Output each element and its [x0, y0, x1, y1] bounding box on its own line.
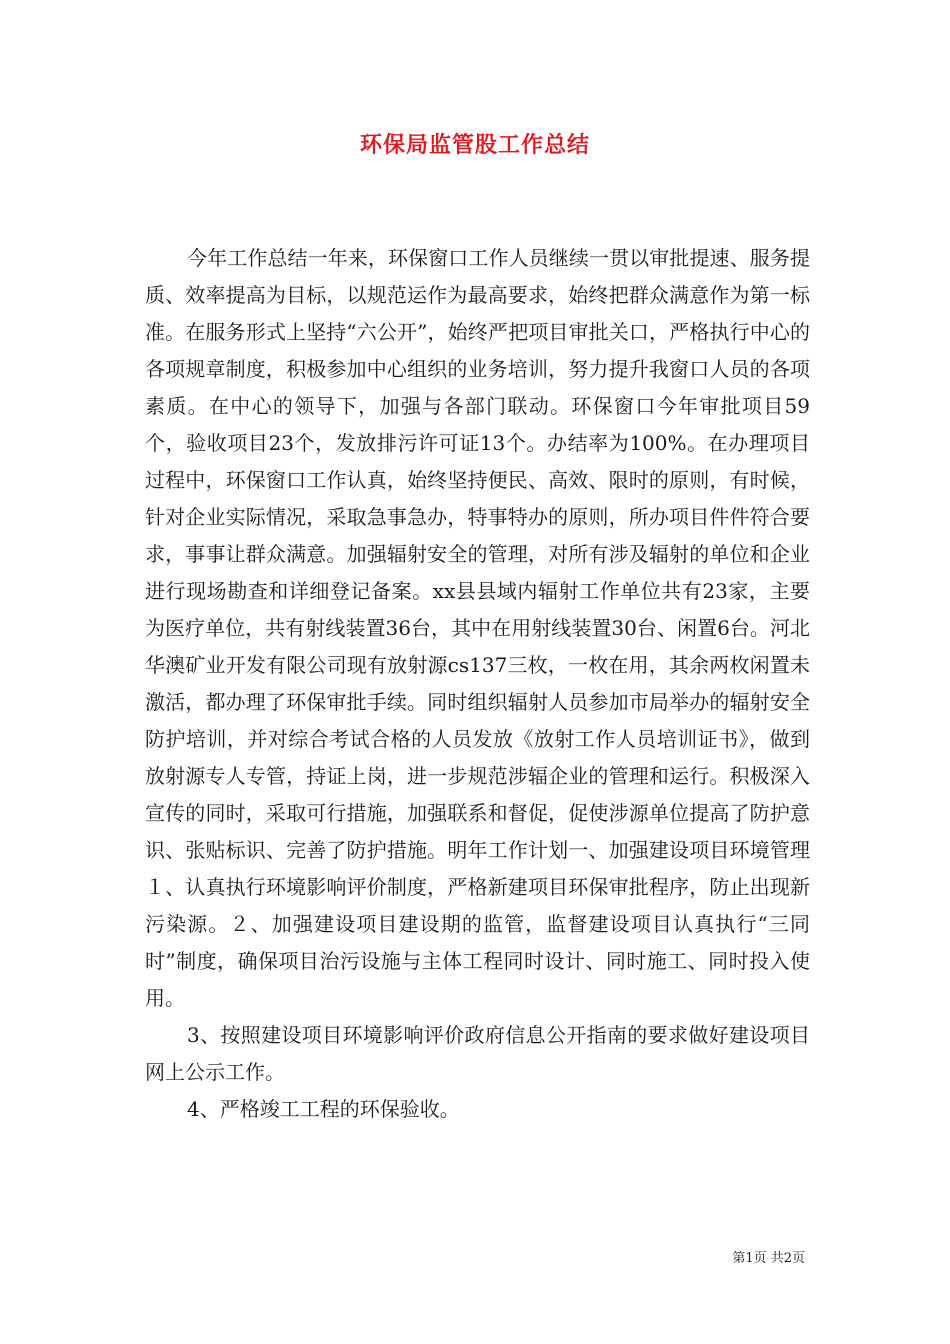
- document-title: 环保局监管股工作总结: [359, 133, 590, 158]
- paragraph-3: 4、严格竣工工程的环保验收。: [187, 1097, 460, 1121]
- paragraph-2: 3、按照建设项目环境影响评价政府信息公开指南的要求做好建设项目网上公示工作。: [145, 1023, 810, 1084]
- paragraph-1: 今年工作总结一年来，环保窗口工作人员继续一贯以审批提速、服务提质、效率提高为目标，以规范运作为最高要求，始终把群众满意作为第一标准。在服务形式上坚持“六公开”，始终严把项目审批关口，严格执行中心的各项规章制度，积极参加中心组织的业务培训，努力提升我窗口人员的各项素质。在中心的领导下，加强与各部门联动。环保窗口今年审批项目59个，验收项目23个，发放排污许可证13个。办结率为100%。在办理项目过程中，环保窗口工作认真，始终坚持便民、高效、限时的原则，有时候，针对企业实际情况，采取急事急办，特事特办的原则，所办项目件件符合要求，事事让群众满意。加强辐射安全的管理，对所有涉及辐射的单位和企业进行现场勘查和详细登记备案。xx县县域内辐射工作单位共有23家，主要为医疗单位，共有射线装置36台，其中在用射线装置30台、闲置6台。河北华澳矿业开发有限公司现有放射源cs137三枚，一枚在用，其余两枚闲置未激活，都办理了环保审批手续。同时组织辐射人员参加市局举办的辐射安全防护培训，并对综合考试合格的人员发放《放射工作人员培训证书》，做到放射源专人专管，持证上岗，进一步规范涉辐企业的管理和运行。积极深入宣传的同时，采取可行措施，加强联系和督促，促使涉源单位提高了防护意识、张贴标识、完善了防护措施。明年工作计划一、加强建设项目环境管理１、认真执行环境影响评价制度，严格新建项目环保审批程序，防止出现新污染源。２、加强建设项目建设期的监管，监督建设项目认真执行“三同时”制度，确保项目治污设施与主体工程同时设计、同时施工、同时投入使用。: [145, 246, 810, 1010]
- page-number-footer: 第1页 共2页: [732, 1251, 805, 1266]
- document-body: [145, 240, 810, 1128]
